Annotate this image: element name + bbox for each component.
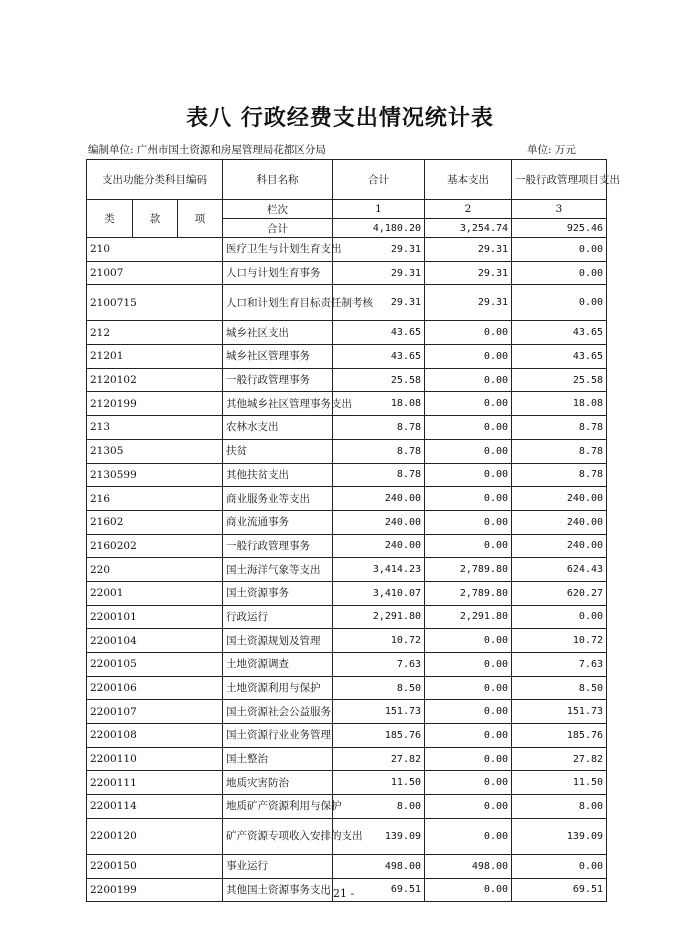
row-total: 8.78	[333, 463, 425, 487]
row-name: 国土海洋气象等支出	[223, 558, 333, 582]
row-total: 3,410.07	[333, 581, 425, 605]
sum-label: 合计	[223, 219, 333, 238]
row-code: 2200101	[87, 605, 223, 629]
row-basic: 498.00	[425, 854, 512, 878]
row-admin: 0.00	[512, 261, 607, 285]
header-row	[87, 160, 607, 200]
row-admin: 43.65	[512, 345, 607, 369]
row-basic: 0.00	[425, 653, 512, 677]
header-lei: 类	[87, 200, 133, 238]
header-total: 合计	[333, 160, 425, 200]
table-row	[87, 818, 607, 854]
row-name: 其他扶贫支出	[223, 463, 333, 487]
row-code: 2200114	[87, 795, 223, 819]
row-total: 10.72	[333, 629, 425, 653]
row-basic: 29.31	[425, 238, 512, 262]
row-name: 商业服务业等支出	[223, 487, 333, 511]
index-row	[87, 200, 607, 219]
sum-basic: 3,254.74	[425, 219, 512, 238]
row-code: 2200150	[87, 854, 223, 878]
row-basic: 0.00	[425, 392, 512, 416]
row-code: 2200120	[87, 818, 223, 854]
row-name: 其他城乡社区管理事务支出	[223, 392, 333, 416]
row-basic: 29.31	[425, 285, 512, 321]
row-code: 2200111	[87, 771, 223, 795]
row-total: 11.50	[333, 771, 425, 795]
row-code: 2160202	[87, 534, 223, 558]
table-row	[87, 653, 607, 677]
row-name: 城乡社区管理事务	[223, 345, 333, 369]
header-admin: 一般行政管理项目支出	[512, 160, 607, 200]
row-admin: 10.72	[512, 629, 607, 653]
row-basic: 0.00	[425, 795, 512, 819]
row-total: 69.51	[333, 878, 425, 902]
row-code: 2100715	[87, 285, 223, 321]
table-row	[87, 771, 607, 795]
row-basic: 0.00	[425, 878, 512, 902]
row-name: 土地资源利用与保护	[223, 676, 333, 700]
row-total: 18.08	[333, 392, 425, 416]
table-row	[87, 392, 607, 416]
row-basic: 2,291.80	[425, 605, 512, 629]
index-3: 3	[512, 200, 607, 219]
row-total: 25.58	[333, 368, 425, 392]
row-name: 矿产资源专项收入安排的支出	[223, 818, 333, 854]
row-total: 7.63	[333, 653, 425, 677]
row-code: 2120199	[87, 392, 223, 416]
row-admin: 25.58	[512, 368, 607, 392]
row-code: 2200199	[87, 878, 223, 902]
sum-admin: 925.46	[512, 219, 607, 238]
row-name: 城乡社区支出	[223, 321, 333, 345]
row-name: 扶贫	[223, 439, 333, 463]
row-name: 农林水支出	[223, 416, 333, 440]
row-basic: 2,789.80	[425, 581, 512, 605]
row-name: 国土资源事务	[223, 581, 333, 605]
table-row	[87, 724, 607, 748]
row-name: 行政运行	[223, 605, 333, 629]
table-row	[87, 238, 607, 262]
table-row	[87, 700, 607, 724]
row-basic: 0.00	[425, 676, 512, 700]
row-basic: 0.00	[425, 818, 512, 854]
row-admin: 624.43	[512, 558, 607, 582]
row-name: 土地资源调查	[223, 653, 333, 677]
row-total: 8.78	[333, 416, 425, 440]
row-code: 22001	[87, 581, 223, 605]
row-admin: 8.50	[512, 676, 607, 700]
header-xiang: 项	[178, 200, 223, 238]
row-admin: 8.78	[512, 463, 607, 487]
table-row	[87, 368, 607, 392]
unit-label: 单位: 万元	[527, 144, 576, 156]
row-total: 29.31	[333, 261, 425, 285]
row-basic: 0.00	[425, 368, 512, 392]
row-admin: 139.09	[512, 818, 607, 854]
row-basic: 0.00	[425, 700, 512, 724]
row-code: 21305	[87, 439, 223, 463]
row-name: 一般行政管理事务	[223, 534, 333, 558]
compiling-unit: 编制单位: 广州市国土资源和房屋管理局花都区分局	[88, 144, 326, 156]
lanci-label: 栏次	[223, 200, 333, 219]
row-basic: 0.00	[425, 771, 512, 795]
row-total: 185.76	[333, 724, 425, 748]
row-admin: 240.00	[512, 534, 607, 558]
header-code: 支出功能分类科目编码	[87, 160, 223, 200]
row-name: 人口与计划生育事务	[223, 261, 333, 285]
row-name: 国土资源规划及管理	[223, 629, 333, 653]
table-row	[87, 795, 607, 819]
row-name: 国土资源社会公益服务	[223, 700, 333, 724]
row-admin: 27.82	[512, 747, 607, 771]
table-row	[87, 439, 607, 463]
row-name: 国土资源行业业务管理	[223, 724, 333, 748]
row-total: 240.00	[333, 510, 425, 534]
header-basic: 基本支出	[425, 160, 512, 200]
row-code: 213	[87, 416, 223, 440]
row-code: 21007	[87, 261, 223, 285]
row-code: 21201	[87, 345, 223, 369]
row-admin: 7.63	[512, 653, 607, 677]
row-code: 21602	[87, 510, 223, 534]
row-basic: 0.00	[425, 416, 512, 440]
table-row	[87, 285, 607, 321]
row-admin: 620.27	[512, 581, 607, 605]
index-2: 2	[425, 200, 512, 219]
row-admin: 240.00	[512, 510, 607, 534]
row-admin: 8.78	[512, 416, 607, 440]
row-total: 8.00	[333, 795, 425, 819]
row-code: 2120102	[87, 368, 223, 392]
row-code: 2200107	[87, 700, 223, 724]
row-admin: 18.08	[512, 392, 607, 416]
row-code: 2200104	[87, 629, 223, 653]
row-total: 27.82	[333, 747, 425, 771]
row-basic: 0.00	[425, 463, 512, 487]
row-admin: 69.51	[512, 878, 607, 902]
row-code: 220	[87, 558, 223, 582]
row-total: 29.31	[333, 285, 425, 321]
table-row	[87, 321, 607, 345]
row-total: 151.73	[333, 700, 425, 724]
row-total: 139.09	[333, 818, 425, 854]
row-admin: 11.50	[512, 771, 607, 795]
row-code: 212	[87, 321, 223, 345]
row-admin: 43.65	[512, 321, 607, 345]
expenditure-table	[86, 159, 621, 902]
table-row	[87, 629, 607, 653]
row-admin: 8.78	[512, 439, 607, 463]
row-admin: 8.00	[512, 795, 607, 819]
row-total: 240.00	[333, 487, 425, 511]
row-code: 2200105	[87, 653, 223, 677]
row-basic: 0.00	[425, 629, 512, 653]
header-name: 科目名称	[223, 160, 333, 200]
sum-total: 4,180.20	[333, 219, 425, 238]
table-row	[87, 416, 607, 440]
table-row	[87, 345, 607, 369]
row-code: 2200110	[87, 747, 223, 771]
row-admin: 151.73	[512, 700, 607, 724]
row-total: 8.78	[333, 439, 425, 463]
table-row	[87, 676, 607, 700]
row-admin: 0.00	[512, 285, 607, 321]
table-row	[87, 581, 607, 605]
row-admin: 0.00	[512, 605, 607, 629]
row-basic: 2,789.80	[425, 558, 512, 582]
row-total: 29.31	[333, 238, 425, 262]
row-name: 一般行政管理事务	[223, 368, 333, 392]
row-code: 2130599	[87, 463, 223, 487]
row-name: 事业运行	[223, 854, 333, 878]
row-basic: 0.00	[425, 345, 512, 369]
row-name: 地质灾害防治	[223, 771, 333, 795]
table-row	[87, 558, 607, 582]
table-row	[87, 605, 607, 629]
row-name: 国土整治	[223, 747, 333, 771]
row-name: 其他国土资源事务支出	[223, 878, 333, 902]
row-code: 210	[87, 238, 223, 262]
row-code: 2200106	[87, 676, 223, 700]
row-total: 43.65	[333, 345, 425, 369]
table-row	[87, 747, 607, 771]
row-total: 3,414.23	[333, 558, 425, 582]
row-basic: 29.31	[425, 261, 512, 285]
row-total: 8.50	[333, 676, 425, 700]
row-basic: 0.00	[425, 487, 512, 511]
row-basic: 0.00	[425, 747, 512, 771]
row-total: 2,291.80	[333, 605, 425, 629]
row-name: 地质矿产资源利用与保护	[223, 795, 333, 819]
row-total: 240.00	[333, 534, 425, 558]
table-row	[87, 854, 607, 878]
index-1: 1	[333, 200, 425, 219]
row-admin: 0.00	[512, 854, 607, 878]
row-name: 商业流通事务	[223, 510, 333, 534]
row-basic: 0.00	[425, 724, 512, 748]
table-row	[87, 510, 607, 534]
row-admin: 0.00	[512, 238, 607, 262]
row-code: 2200108	[87, 724, 223, 748]
row-total: 43.65	[333, 321, 425, 345]
row-basic: 0.00	[425, 321, 512, 345]
table-row	[87, 261, 607, 285]
row-name: 人口和计划生育目标责任制考核	[223, 285, 333, 321]
row-basic: 0.00	[425, 439, 512, 463]
row-basic: 0.00	[425, 510, 512, 534]
page-number: - 21 -	[325, 887, 355, 900]
row-basic: 0.00	[425, 534, 512, 558]
row-total: 498.00	[333, 854, 425, 878]
table-row	[87, 534, 607, 558]
table-row	[87, 463, 607, 487]
header-kuan: 款	[133, 200, 178, 238]
row-name: 医疗卫生与计划生育支出	[223, 238, 333, 262]
row-admin: 240.00	[512, 487, 607, 511]
row-admin: 185.76	[512, 724, 607, 748]
table-row	[87, 487, 607, 511]
page-title: 表八 行政经费支出情况统计表	[186, 105, 494, 131]
row-code: 216	[87, 487, 223, 511]
